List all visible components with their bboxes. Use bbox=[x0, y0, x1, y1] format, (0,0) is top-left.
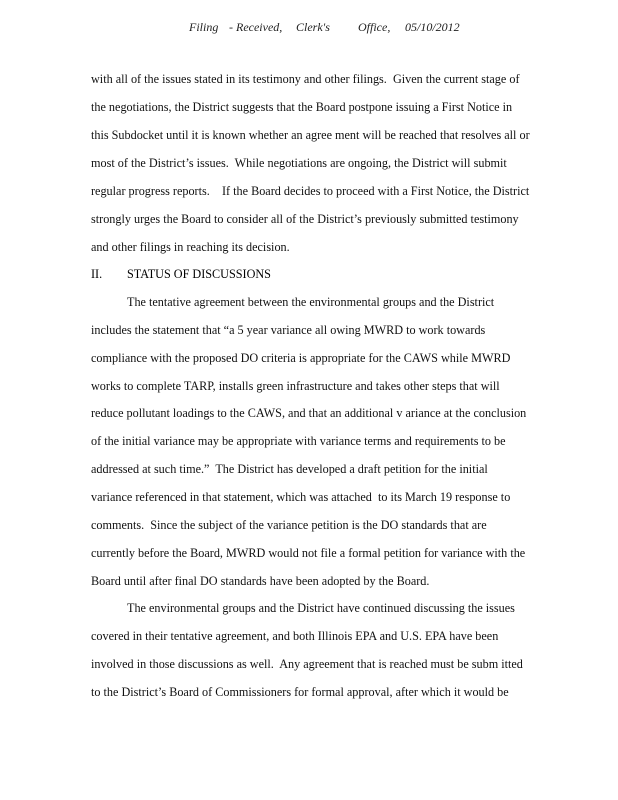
body-line: addressed at such time.” The District has developed a draft petition for the initial bbox=[91, 462, 488, 476]
body-line: compliance with the proposed DO criteria is appropriate for the CAWS while MWRD bbox=[91, 351, 511, 365]
body-line: of the initial variance may be appropriate with variance terms and requirements to be bbox=[91, 434, 506, 448]
body-line: variance referenced in that statement, which was attached to its March 19 response to bbox=[91, 490, 511, 504]
header-clerks: Clerk's bbox=[296, 20, 330, 34]
body-line: comments. Since the subject of the variance petition is the DO standards that are bbox=[91, 518, 487, 532]
body-line: this Subdocket until it is known whether an agree ment will be reached that resolves all or bbox=[91, 128, 530, 142]
body-line-indented: The environmental groups and the District have continued discussing the issues bbox=[127, 601, 515, 615]
header-date: 05/10/2012 bbox=[405, 20, 460, 34]
header-filing: Filing bbox=[189, 20, 219, 34]
body-line: involved in those discussions as well. Any agreement that is reached must be subm itted bbox=[91, 657, 523, 671]
header-received: - Received, bbox=[229, 20, 283, 34]
body-line: covered in their tentative agreement, and both Illinois EPA and U.S. EPA have been bbox=[91, 629, 499, 643]
header-office: Office, bbox=[358, 20, 391, 34]
section-number: II. bbox=[91, 267, 103, 281]
body-line: reduce pollutant loadings to the CAWS, and that an additional v ariance at the conclusion bbox=[91, 406, 527, 420]
section-title: STATUS OF DISCUSSIONS bbox=[127, 267, 271, 281]
body-line: with all of the issues stated in its testimony and other filings. Given the current stage of bbox=[91, 72, 520, 86]
body-line: to the District’s Board of Commissioners for formal approval, after which it would be bbox=[91, 685, 509, 699]
body-line: regular progress reports. If the Board decides to proceed with a First Notice, the District bbox=[91, 184, 530, 198]
body-line: includes the statement that “a 5 year variance all owing MWRD to work towards bbox=[91, 323, 486, 337]
body-line: strongly urges the Board to consider all of the District’s previously submitted testimony bbox=[91, 212, 519, 226]
body-line: most of the District’s issues. While negotiations are ongoing, the District will submit bbox=[91, 156, 507, 170]
body-line: currently before the Board, MWRD would not file a formal petition for variance with the bbox=[91, 546, 526, 560]
body-line: works to complete TARP, installs green infrastructure and takes other steps that will bbox=[91, 379, 500, 393]
body-line: Board until after final DO standards have been adopted by the Board. bbox=[91, 574, 430, 588]
body-line: and other filings in reaching its decision. bbox=[91, 240, 290, 254]
filing-header bbox=[0, 20, 618, 38]
body-line: the negotiations, the District suggests that the Board postpone issuing a First Notice in bbox=[91, 100, 513, 114]
body-line-indented: The tentative agreement between the environmental groups and the District bbox=[127, 295, 495, 309]
